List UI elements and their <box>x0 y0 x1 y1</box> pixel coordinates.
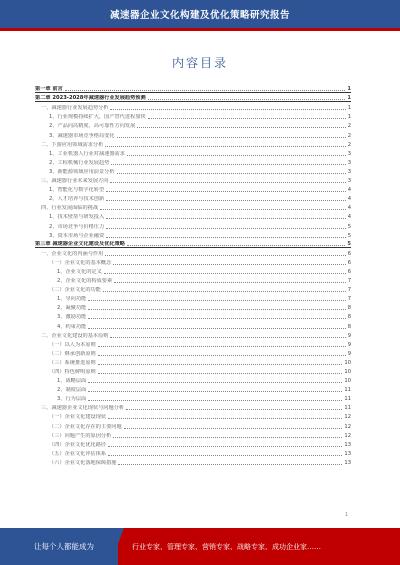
toc-entry-text: 2、企业文化的构成要素 <box>57 278 113 285</box>
toc-entry-page: 10 <box>344 359 351 366</box>
toc-entry-text: 2、市场竞争与价格压力 <box>49 223 105 230</box>
toc-entry-page: 9 <box>347 341 351 348</box>
toc-entry-page: 6 <box>347 268 351 275</box>
toc-entry-text: （一）以人为本原则 <box>49 341 96 348</box>
toc-entry-page: 12 <box>344 414 351 421</box>
toc-entry-page: 5 <box>347 223 351 230</box>
toc-entry[interactable] <box>35 366 351 375</box>
toc-dot-leader <box>108 443 342 447</box>
toc-entry[interactable] <box>35 375 351 384</box>
toc-dot-leader <box>98 343 346 347</box>
toc-entry-text: 1、战略层面 <box>57 378 87 385</box>
toc-entry-page: 3 <box>347 178 351 185</box>
toc-entry-text: 2、产品向高精度、高可靠性方向发展 <box>49 123 136 130</box>
toc-entry[interactable] <box>35 402 351 411</box>
toc-dot-leader <box>105 252 345 256</box>
toc-title: 内容目录 <box>171 56 228 70</box>
toc-entry-text: 四、行业发展面临的挑战 <box>41 205 99 212</box>
toc-entry[interactable] <box>35 357 351 366</box>
toc-entry[interactable] <box>35 202 351 211</box>
toc-entry[interactable] <box>35 339 351 348</box>
toc-dot-leader <box>126 406 342 410</box>
footer-banner <box>0 528 400 565</box>
toc-dot-leader <box>105 143 345 147</box>
toc-entry[interactable] <box>35 175 351 184</box>
toc-entry-text: 2、工程机械行业发展趋势 <box>49 159 110 166</box>
toc-entry-page: 5 <box>347 232 351 239</box>
toc-dot-leader <box>127 152 346 156</box>
toc-entry-text: 1、工业机器人行业对减速器需求 <box>49 150 125 157</box>
toc-entry-text: 第二章 2023-2028年减速器行业发展趋势预测 <box>35 95 146 102</box>
toc-entry-text: 4、约束功能 <box>57 323 87 330</box>
toc-entry-page: 7 <box>347 278 351 285</box>
toc-entry-page: 13 <box>344 450 351 457</box>
toc-entry[interactable] <box>35 284 351 293</box>
toc-dot-leader <box>148 115 346 119</box>
toc-dot-leader <box>110 106 345 110</box>
toc-entry-text: 3、减速器市场竞争格局变化 <box>49 132 115 139</box>
toc-entry[interactable] <box>35 384 351 393</box>
toc-entry-text: 1、技术壁垒与研发投入 <box>49 214 105 221</box>
toc-entry-text: 三、减速器企业文化现状与问题分析 <box>41 405 125 412</box>
footer-divider-wedge <box>110 528 124 565</box>
toc-entry[interactable] <box>35 193 351 202</box>
toc-dot-leader <box>98 352 346 356</box>
toc-dot-leader <box>110 334 345 338</box>
toc-dot-leader <box>117 134 346 138</box>
toc-entry[interactable] <box>35 393 351 402</box>
toc-entry-page: 11 <box>344 396 351 403</box>
toc-chapter-entry[interactable] <box>35 84 351 93</box>
toc-entry-page: 4 <box>347 205 351 212</box>
toc-entry-page: 12 <box>344 432 351 439</box>
footer-slogan-right: 行业专家、管理专家、营销专家、战略专家、成功企业家…… <box>132 542 321 551</box>
toc-entry[interactable] <box>35 430 351 439</box>
toc-entry-page: 7 <box>347 287 351 294</box>
toc-entry-page: 2 <box>347 141 351 148</box>
toc-entry-page: 3 <box>347 159 351 166</box>
toc-entry[interactable] <box>35 257 351 266</box>
toc-entry[interactable] <box>35 120 351 129</box>
toc-entry[interactable] <box>35 266 351 275</box>
toc-entry-text: （四）特色鲜明原则 <box>49 369 96 375</box>
toc-entry[interactable] <box>35 184 351 193</box>
toc-entry[interactable] <box>35 148 351 157</box>
toc-dot-leader <box>108 452 342 456</box>
toc-entry-text: （三）系统推进原则 <box>49 359 96 366</box>
toc-entry-text: （五）企业文化评估体系 <box>49 450 107 457</box>
toc-entry-text: 3、新能源领域应用前景分析 <box>49 168 115 175</box>
toc-chapter-entry[interactable] <box>35 239 351 248</box>
toc-entry-page: 2 <box>347 123 351 130</box>
toc-entry-text: （六）企业文化落地保障措施 <box>49 459 117 466</box>
toc-dot-leader <box>106 188 346 192</box>
toc-entry-page: 9 <box>347 350 351 357</box>
toc-entry-page: 13 <box>344 441 351 448</box>
toc-entry-page: 7 <box>347 296 351 303</box>
toc-dot-leader <box>98 370 343 374</box>
toc-entry[interactable] <box>35 230 351 239</box>
toc-entry[interactable] <box>35 111 351 120</box>
toc-entry-text: 一、减速器行业发展趋势分析 <box>41 105 109 112</box>
toc-dot-leader <box>113 434 342 438</box>
toc-entry-page: 10 <box>344 369 351 375</box>
toc-entry-page: 12 <box>344 423 351 430</box>
toc-entry[interactable] <box>35 166 351 175</box>
footer-slogan-right-panel <box>132 528 321 565</box>
toc-dot-leader <box>88 379 342 383</box>
toc-entry[interactable] <box>35 293 351 302</box>
toc-dot-leader <box>148 96 346 100</box>
footer-slogan-left: 让每个人都能成为 <box>34 542 94 551</box>
toc-dot-leader <box>88 388 342 392</box>
toc-entry-text: 1、导向功能 <box>57 296 87 303</box>
toc-chapter-entry[interactable] <box>35 93 351 102</box>
toc-dot-leader <box>98 361 343 365</box>
toc-entry[interactable] <box>35 102 351 111</box>
toc-entry-page: 4 <box>347 187 351 194</box>
toc-entry-page: 2 <box>347 132 351 139</box>
toc-entry-text: 2、人才培养与技术创新 <box>49 196 105 203</box>
toc-entry[interactable] <box>35 211 351 220</box>
toc-dot-leader <box>114 279 346 283</box>
toc-entry-page: 11 <box>344 387 351 394</box>
toc-entry-text: （四）企业文化优化路径 <box>49 441 107 448</box>
toc-dot-leader <box>103 288 346 292</box>
toc-dot-leader <box>118 461 342 465</box>
toc-entry-text: 第一章 前言 <box>35 86 63 93</box>
toc-dot-leader <box>111 161 345 165</box>
toc-entry-page: 9 <box>347 332 351 339</box>
toc-entry-text: 1、智能化与数字化转型 <box>49 187 105 194</box>
toc-entry-page: 10 <box>344 378 351 385</box>
toc-entry-text: 3、激励功能 <box>57 314 87 321</box>
toc-entry-text: 第三章 减速器企业文化建设及优化策略 <box>35 240 125 247</box>
report-header <box>0 0 400 28</box>
toc-entry-text: （二）企业文化存在的主要问题 <box>49 423 122 430</box>
toc-entry[interactable] <box>35 320 351 329</box>
toc-entry[interactable] <box>35 411 351 420</box>
toc-entry[interactable] <box>35 348 351 357</box>
toc-dot-leader <box>113 261 345 265</box>
report-title: 减速器企业文化构建及优化策略研究报告 <box>109 10 290 21</box>
toc-entry[interactable] <box>35 457 351 466</box>
toc-entry-page: 11 <box>344 405 351 412</box>
toc-dot-leader <box>104 270 346 274</box>
toc-entry-page: 1 <box>347 86 351 93</box>
toc-entry-page: 3 <box>347 150 351 157</box>
toc-entry-page: 1 <box>347 114 351 121</box>
toc-entry-page: 8 <box>347 314 351 321</box>
toc-dot-leader <box>124 425 343 429</box>
footer-slogan-panel <box>0 528 118 565</box>
toc-dot-leader <box>117 170 346 174</box>
toc-entry-page: 8 <box>347 305 351 312</box>
toc-entry-text: 二、下游应用领域需求分析 <box>41 141 104 148</box>
toc-entry[interactable] <box>35 129 351 138</box>
toc-entry-text: 1、企业文化的定义 <box>57 268 102 275</box>
toc-entry-page: 1 <box>347 105 351 112</box>
toc-entry[interactable] <box>35 275 351 284</box>
toc-dot-leader <box>106 215 346 219</box>
toc-entry-page: 3 <box>347 168 351 175</box>
toc-entry[interactable] <box>35 311 351 320</box>
toc-dot-leader <box>88 315 345 319</box>
toc-entry-page: 1 <box>347 95 351 102</box>
toc-dot-leader <box>88 297 345 301</box>
toc-entry-page: 6 <box>347 250 351 257</box>
toc-dot-leader <box>106 197 346 201</box>
toc-entry-text: （三）问题产生的原因分析 <box>49 432 112 439</box>
toc-entry[interactable] <box>35 302 351 311</box>
toc-dot-leader <box>65 87 346 91</box>
toc-dot-leader <box>108 415 342 419</box>
toc-dot-leader <box>106 234 346 238</box>
toc-entry-text: （一）企业文化建设现状 <box>49 414 107 421</box>
toc-dot-leader <box>106 225 346 229</box>
toc-entry-text: （二）继承创新原则 <box>49 350 96 357</box>
toc-dot-leader <box>110 179 345 183</box>
toc-entry[interactable] <box>35 139 351 148</box>
toc-dot-leader <box>137 124 345 128</box>
toc-entry-text: （二）企业文化的功能 <box>49 287 101 294</box>
toc-dot-leader <box>88 306 345 310</box>
toc-entry-page: 4 <box>347 196 351 203</box>
toc-entry-page: 13 <box>344 459 351 466</box>
toc-entry-page: 5 <box>347 240 351 247</box>
toc-entry-text: 2、制度层面 <box>57 387 87 394</box>
toc-entry-text: 3、资本市场与企业融资 <box>49 232 105 239</box>
toc-dot-leader <box>88 325 345 329</box>
toc-entry[interactable] <box>35 330 351 339</box>
toc-entry-text: 三、减速器行业未来发展方向 <box>41 178 109 185</box>
toc-entry-text: 1、行业规模持续扩大，国产替代进程加快 <box>49 114 146 121</box>
header-red-stripe <box>0 28 400 31</box>
toc-entry-text: 二、企业文化建设的基本原则 <box>41 332 109 339</box>
toc-dot-leader <box>100 206 346 210</box>
toc-entry[interactable] <box>35 157 351 166</box>
toc-entry-text: 2、凝聚功能 <box>57 305 87 312</box>
toc-entry-page: 4 <box>347 214 351 221</box>
toc-entry-text: 一、企业文化的内涵与作用 <box>41 250 104 257</box>
toc-entry[interactable] <box>35 439 351 448</box>
page-number: 1 <box>345 512 349 518</box>
toc-entry-page: 8 <box>347 323 351 330</box>
toc-dot-leader <box>88 397 342 401</box>
toc-entry-text: （一）企业文化的基本概念 <box>49 259 112 266</box>
toc-entry[interactable] <box>35 448 351 457</box>
toc-entry-text: 3、行为层面 <box>57 396 87 403</box>
toc-entry[interactable] <box>35 220 351 229</box>
toc-entry-page: 6 <box>347 259 351 266</box>
toc-dot-leader <box>127 242 345 246</box>
toc-entry[interactable] <box>35 420 351 429</box>
toc-entry[interactable] <box>35 248 351 257</box>
table-of-contents <box>35 84 351 466</box>
